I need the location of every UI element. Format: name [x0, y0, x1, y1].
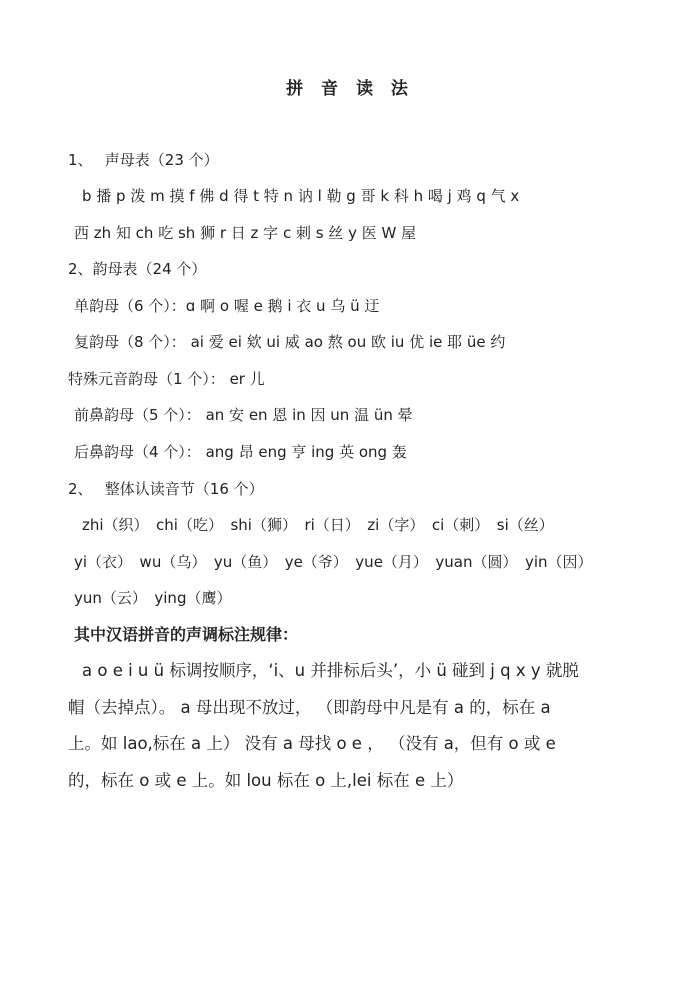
single-finals-line: 单韵母（6 个）：ɑ 啊 o 喔 e 鹅 i 衣 u 乌 ü 迂 — [74, 297, 380, 315]
initials-line-1: b 播 p 泼 m 摸 f 佛 d 得 t 特 n 讷 l 勒 g 哥 k 科 h 喝 j 鸡 q 气 x — [82, 187, 520, 205]
tone-rule-heading: 其中汉语拼音的声调标注规律： — [74, 625, 299, 644]
section-heading-whole-syllables: 2、 整体认读音节（16 个） — [68, 480, 264, 498]
special-final-line: 特殊元音韵母（1 个）： er 儿 — [68, 370, 265, 388]
whole-syllables-line-3: yun（云） ying（鹰） — [74, 589, 232, 607]
tone-rule-line-3: 上。如 lao,标在 a 上） 没有 a 母找 o e ， （没有 a，但有 o 或 e — [68, 734, 556, 753]
section-heading-initials: 1、 声母表（23 个） — [68, 151, 219, 169]
section-heading-finals: 2、韵母表（24 个） — [68, 260, 207, 278]
tone-rule-line-1: a o e i u ü 标调按顺序，‘i、u 并排标后头’，小 ü 碰到 j q x y 就脱 — [82, 661, 579, 680]
page-title: 拼 音 读 法 — [286, 79, 414, 99]
front-nasal-finals-line: 前鼻韵母（5 个）： an 安 en 恩 in 因 un 温 ün 晕 — [74, 406, 413, 424]
initials-line-2: 西 zh 知 ch 吃 sh 狮 r 日 z 字 c 刺 s 丝 y 医 W 屋 — [74, 224, 417, 242]
back-nasal-finals-line: 后鼻韵母（4 个）： ang 昂 eng 亨 ing 英 ong 轰 — [74, 443, 407, 461]
whole-syllables-line-2: yi（衣） wu（乌） yu（鱼） ye（爷） yue（月） yuan（圆） yin（因） — [74, 553, 593, 571]
tone-rule-line-2: 帽（去掉点）。 a 母出现不放过， （即韵母中凡是有 a 的，标在 a — [68, 698, 551, 717]
whole-syllables-line-1: zhi（织） chi（吃） shi（狮） ri（日） zi（字） ci（刺） si（丝） — [82, 516, 554, 534]
compound-finals-line: 复韵母（8 个）： ai 爱 ei 欸 ui 威 ao 熬 ou 欧 iu 优 ie 耶 üe 约 — [74, 333, 506, 351]
tone-rule-line-4: 的，标在 o 或 e 上。如 lou 标在 o 上,lei 标在 e 上） — [68, 771, 464, 790]
